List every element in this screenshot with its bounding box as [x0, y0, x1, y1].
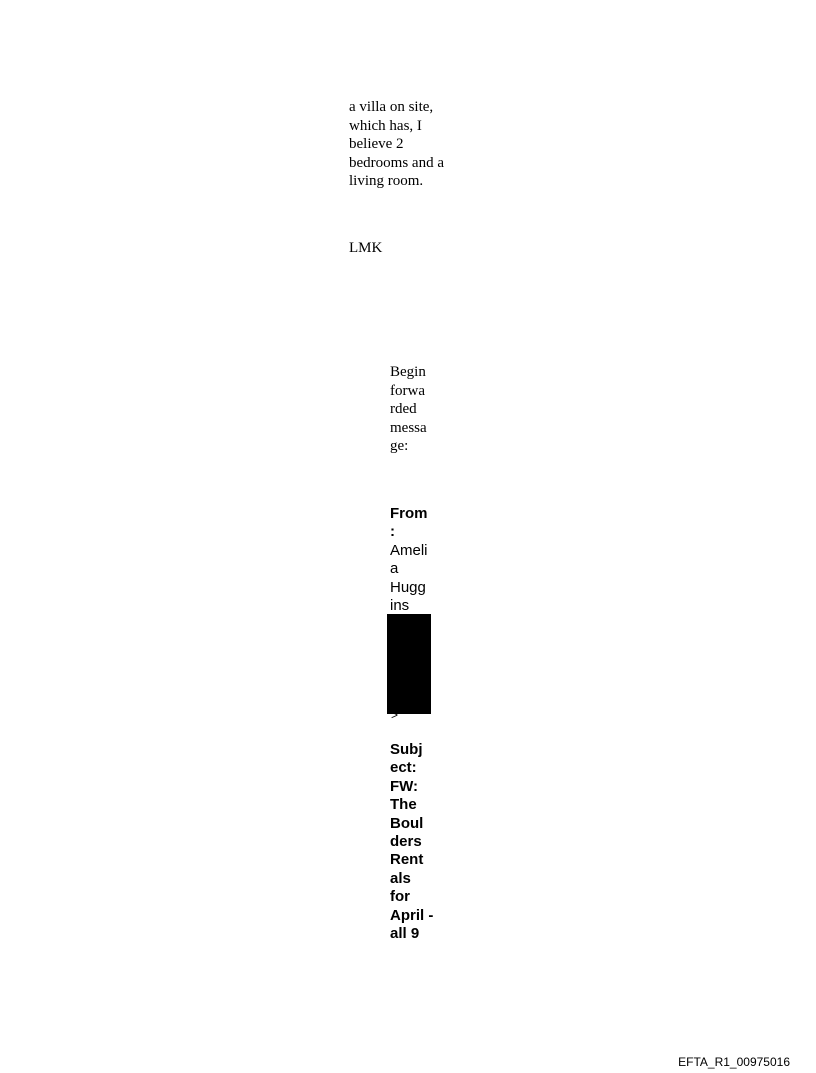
from-name-line: Ameli: [390, 541, 428, 559]
subject-line: all 9: [390, 925, 420, 943]
subject-header: [390, 741, 433, 943]
subject-line: Subj: [390, 741, 423, 758]
body-line: believe 2: [349, 136, 404, 152]
from-name-line: ins: [390, 597, 410, 615]
subject-line: als: [390, 869, 411, 887]
from-header: [390, 505, 428, 615]
from-name-line: Hugg: [390, 578, 426, 596]
subject-line: ect:: [390, 759, 417, 777]
body-line: a villa on site,: [349, 99, 434, 115]
subject-line: FW:: [390, 777, 419, 795]
forwarded-message-intro: [390, 363, 427, 456]
forward-intro-line: ge:: [390, 438, 409, 454]
body-line: living room.: [349, 173, 424, 189]
subject-line: Rent: [390, 851, 424, 869]
from-label-line: :: [390, 523, 395, 541]
subject-line: April -: [390, 906, 434, 924]
subject-line: Boul: [390, 814, 424, 832]
body-line: bedrooms and a: [349, 154, 444, 171]
forward-intro-line: messa: [390, 419, 427, 436]
email-signoff: LMK: [349, 240, 383, 256]
document-id: EFTA_R1_00975016: [678, 1055, 790, 1069]
email-body-paragraph: [349, 98, 444, 191]
forward-intro-line: forwa: [390, 382, 425, 399]
forward-intro-line: Begin: [390, 364, 426, 380]
subject-line: ders: [390, 833, 422, 851]
body-line: which has, I: [349, 117, 422, 134]
forward-intro-line: rded: [390, 401, 417, 417]
redaction-block: [387, 614, 431, 714]
subject-line: for: [390, 888, 410, 906]
from-name-line: a: [390, 560, 399, 578]
from-label-line: From: [390, 505, 428, 522]
from-address-closing: >: [391, 708, 399, 722]
subject-line: The: [390, 796, 417, 814]
